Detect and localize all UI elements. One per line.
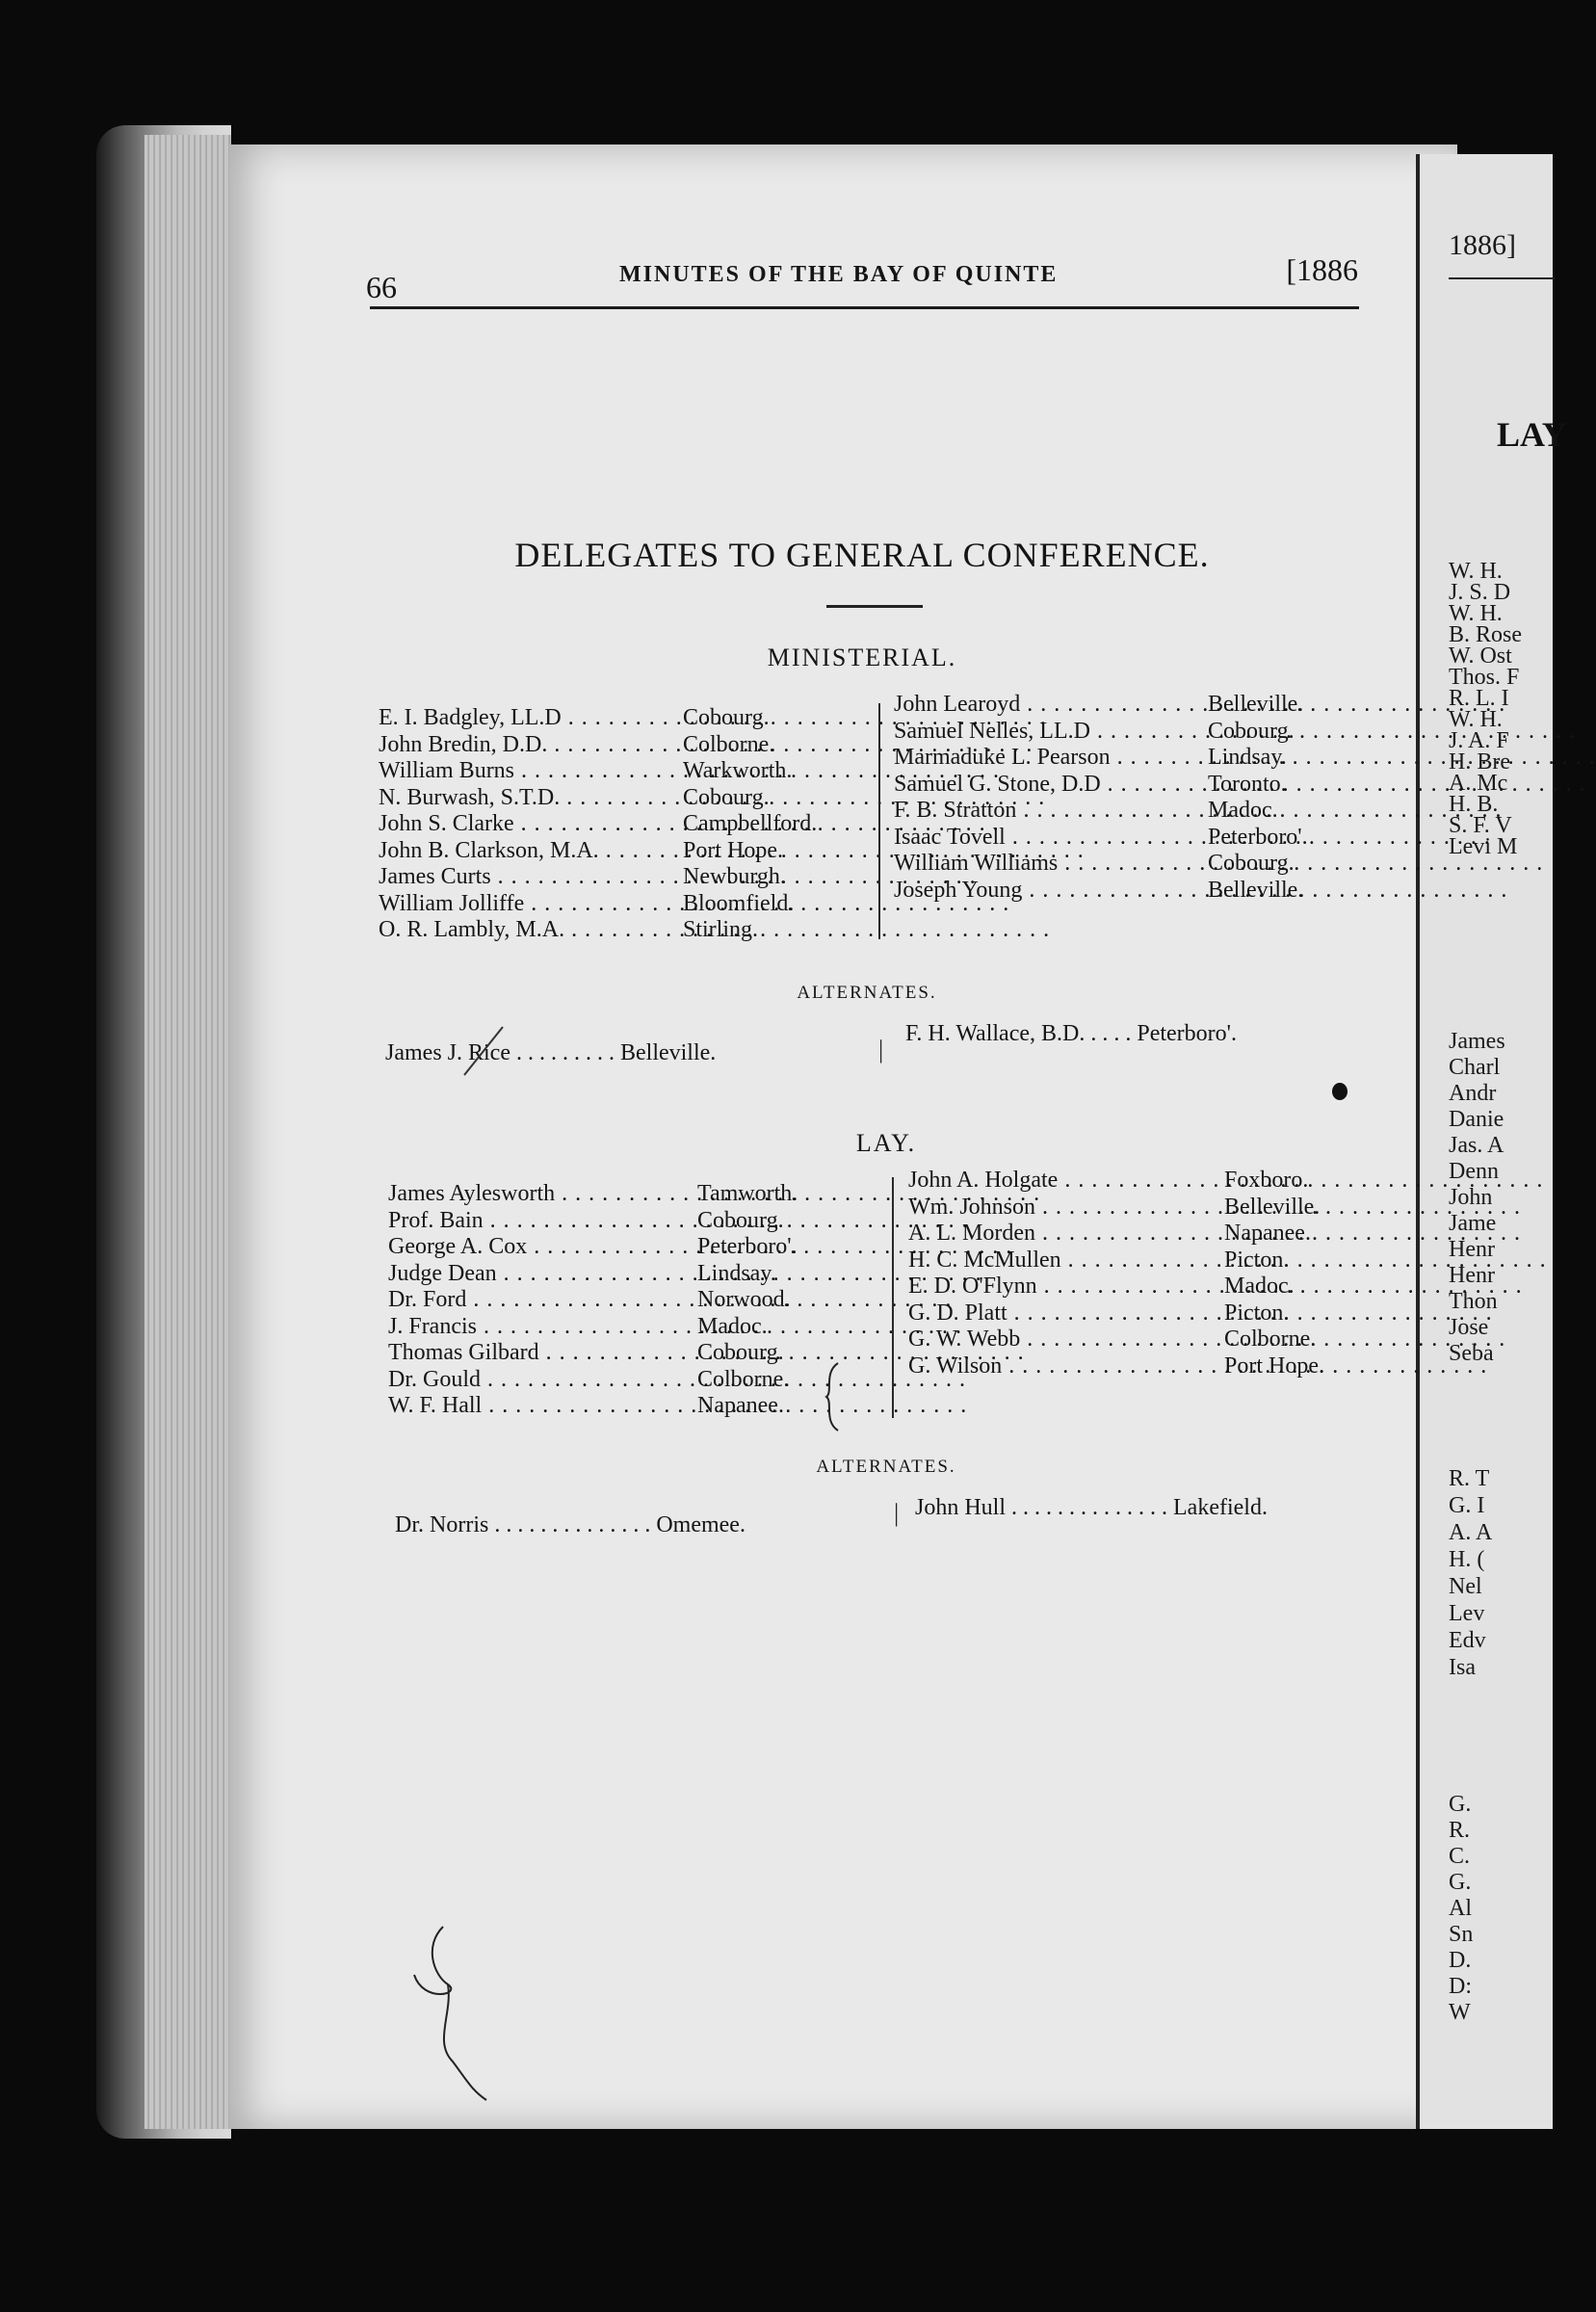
page-number: 66 xyxy=(366,270,397,304)
alternate-name: F. H. Wallace, B.D. xyxy=(905,1021,1086,1046)
lay-alternate-right: John Hull . . . . . . . . . . . . . . Lakefield. xyxy=(915,1495,1268,1520)
delegate-row xyxy=(894,798,1347,825)
delegate-name: John S. Clarke . . . xyxy=(379,811,677,838)
delegate-row xyxy=(894,851,1347,878)
delegate-row xyxy=(388,1367,841,1394)
alternate-place: Belleville. xyxy=(619,1040,717,1065)
delegate-place: Cobourg. xyxy=(683,784,770,810)
facing-page-fragment: A. A xyxy=(1449,1520,1493,1545)
title-rule xyxy=(826,605,923,608)
facing-page-fragment: Denn xyxy=(1449,1159,1499,1184)
facing-page-fragment: Danie xyxy=(1449,1107,1504,1132)
delegate-row xyxy=(388,1314,841,1341)
facing-page-fragment: H. ( xyxy=(1449,1547,1485,1572)
facing-page-fragment: J. A. F xyxy=(1449,728,1509,753)
delegate-place: Peterboro'. xyxy=(1208,824,1308,850)
facing-page-fragment: S. F. V xyxy=(1449,813,1512,838)
delegate-row xyxy=(379,838,831,865)
delegate-place: Cobourg. xyxy=(697,1340,784,1365)
delegate-row xyxy=(379,891,831,918)
page-edges xyxy=(144,135,231,2129)
facing-page-fragment: Andr xyxy=(1449,1081,1497,1106)
delegate-place: Newburgh. xyxy=(683,864,786,889)
ministerial-alternate-right: F. H. Wallace, B.D. . . . . Peterboro'. xyxy=(905,1021,1237,1046)
ministerial-right-list xyxy=(894,692,1347,904)
facing-page-fragment: Levi M xyxy=(1449,834,1518,859)
delegate-row xyxy=(894,692,1347,719)
facing-page-fragment: B. Rose xyxy=(1449,622,1523,647)
delegate-row xyxy=(908,1221,1361,1248)
delegate-name: James Aylesworth . . . xyxy=(388,1181,692,1208)
delegate-name: A. L. Morden . . . xyxy=(908,1221,1218,1248)
lay-column-divider xyxy=(892,1177,894,1418)
lay-left-list xyxy=(388,1181,841,1420)
facing-page-fragment: G. xyxy=(1449,1870,1472,1895)
delegate-row xyxy=(388,1208,841,1235)
facing-page-fragment: Edv xyxy=(1449,1628,1486,1653)
lay-heading: LAY. xyxy=(855,1129,917,1157)
page-header xyxy=(366,252,1358,310)
delegate-name: H. C. McMullen . . . xyxy=(908,1248,1218,1274)
delegate-row xyxy=(379,864,831,891)
facing-page-fragment: Thos. F xyxy=(1449,665,1520,690)
delegate-place: Lindsay. xyxy=(697,1260,776,1286)
delegate-place: Foxboro. xyxy=(1224,1168,1309,1193)
delegate-place: Tamworth. xyxy=(697,1181,798,1206)
delegate-place: Cobourg. xyxy=(1208,718,1295,744)
pencil-mark xyxy=(395,1917,501,2110)
ink-blot xyxy=(1332,1083,1347,1100)
delegate-name: William Burns . . . xyxy=(379,758,677,785)
header-year: [1886 xyxy=(1286,252,1358,287)
facing-page-fragment: Henr xyxy=(1449,1237,1495,1262)
facing-page xyxy=(1416,154,1567,2129)
brace-mark xyxy=(819,1358,848,1435)
lay-right-list xyxy=(908,1168,1361,1379)
delegate-name: Dr. Gould . . . xyxy=(388,1367,692,1394)
delegate-row xyxy=(894,745,1347,772)
facing-page-fragment: Isa xyxy=(1449,1655,1476,1680)
alternate-separator: | xyxy=(878,1036,884,1064)
delegate-row xyxy=(894,719,1347,746)
delegate-place: Belleville. xyxy=(1224,1194,1321,1220)
lay-alternate-left: Dr. Norris . . . . . . . . . . . . . . Omemee. xyxy=(395,1512,746,1537)
facing-page-fragment: R. T xyxy=(1449,1466,1490,1491)
delegate-place: Stirling. xyxy=(683,917,759,942)
alternate-place: Lakefield. xyxy=(1173,1495,1268,1520)
delegate-name: James Curts . . . xyxy=(379,864,677,891)
delegate-row xyxy=(379,732,831,759)
facing-page-fragment: W. H. xyxy=(1449,559,1503,584)
facing-page-fragment: Jose xyxy=(1449,1315,1489,1340)
delegate-name: F. B. Stratton . . . xyxy=(894,798,1202,825)
delegate-row xyxy=(388,1261,841,1288)
delegate-name: E. I. Badgley, LL.D . . . xyxy=(379,705,677,732)
facing-page-heading: LAY xyxy=(1497,415,1567,454)
facing-page-fragment: Charl xyxy=(1449,1055,1501,1080)
delegate-place: Cobourg. xyxy=(1208,851,1295,876)
delegate-row xyxy=(908,1248,1361,1274)
facing-page-fragment: H. Bre xyxy=(1449,749,1510,775)
delegate-row xyxy=(894,878,1347,905)
delegate-place: Port Hope. xyxy=(1224,1353,1324,1379)
facing-page-fragment: J. S. D xyxy=(1449,580,1511,605)
delegate-row xyxy=(908,1195,1361,1222)
page-title: DELEGATES TO GENERAL CONFERENCE. xyxy=(514,536,1210,574)
delegate-place: Picton. xyxy=(1224,1300,1290,1326)
delegate-name: Marmaduke L. Pearson . . . xyxy=(894,745,1202,772)
delegate-name: William Williams . . . xyxy=(894,851,1202,878)
delegate-name: Dr. Ford . . . xyxy=(388,1287,692,1314)
delegate-row xyxy=(894,772,1347,799)
delegate-place: Madoc. xyxy=(1224,1274,1295,1299)
delegate-name: Isaac Tovell . . . xyxy=(894,825,1202,852)
delegate-row xyxy=(908,1353,1361,1380)
delegate-name: Samuel G. Stone, D.D . . . xyxy=(894,772,1202,799)
lay-alternates-heading: ALTERNATES. xyxy=(816,1457,956,1477)
delegate-name: N. Burwash, S.T.D. . . . xyxy=(379,785,677,812)
facing-page-fragment: A. Mc xyxy=(1449,771,1508,796)
alternate-separator: | xyxy=(894,1499,900,1527)
delegate-row xyxy=(388,1181,841,1208)
delegate-place: Campbellford. xyxy=(683,811,818,836)
delegate-row xyxy=(379,758,831,785)
delegate-row xyxy=(388,1234,841,1261)
delegate-row xyxy=(379,811,831,838)
delegate-place: Napanee. xyxy=(1224,1221,1311,1246)
facing-page-fragment: W. H. xyxy=(1449,601,1503,626)
delegate-row xyxy=(388,1287,841,1314)
facing-page-fragment: Nel xyxy=(1449,1574,1482,1599)
facing-page-fragment: Henr xyxy=(1449,1263,1495,1288)
delegate-place: Colborne. xyxy=(1224,1327,1317,1352)
delegate-place: Colborne. xyxy=(683,731,775,757)
delegate-place: Madoc. xyxy=(697,1313,768,1339)
header-rule xyxy=(370,306,1359,309)
delegate-name: Samuel Nelles, LL.D . . . xyxy=(894,719,1202,746)
delegate-name: O. R. Lambly, M.A. . . . xyxy=(379,917,677,944)
facing-page-rule xyxy=(1449,277,1555,279)
facing-page-fragment: Lev xyxy=(1449,1601,1485,1626)
delegate-place: Toronto. xyxy=(1208,771,1287,797)
delegate-place: Colborne. xyxy=(697,1366,790,1392)
delegate-place: Peterboro'. xyxy=(697,1234,798,1259)
facing-page-fragment: Seba xyxy=(1449,1341,1494,1366)
delegate-name: Wm. Johnson . . . xyxy=(908,1195,1218,1222)
delegate-name: John A. Holgate . . . xyxy=(908,1168,1218,1195)
delegate-place: Warkworth. xyxy=(683,758,793,783)
delegate-row xyxy=(908,1274,1361,1300)
ministerial-left-list xyxy=(379,705,831,944)
delegate-name: John Bredin, D.D. . . . xyxy=(379,732,677,759)
delegate-place: Lindsay. xyxy=(1208,745,1287,770)
delegate-place: Picton. xyxy=(1224,1247,1290,1273)
delegate-name: G. W. Webb . . . xyxy=(908,1327,1218,1353)
alternate-name: James J. Rice xyxy=(385,1040,510,1065)
facing-page-fragment: Thon xyxy=(1449,1289,1498,1314)
delegate-row xyxy=(379,705,831,732)
facing-page-fragment: D. xyxy=(1449,1948,1472,1973)
facing-page-fragment: Jame xyxy=(1449,1211,1497,1236)
delegate-place: Belleville. xyxy=(1208,692,1304,717)
facing-page-fragment: James xyxy=(1449,1029,1505,1054)
delegate-name: Thomas Gilbard . . . xyxy=(388,1340,692,1367)
delegate-place: Cobourg. xyxy=(697,1207,784,1233)
delegate-place: Belleville. xyxy=(1208,877,1304,903)
facing-page-fragment: R. L. I xyxy=(1449,686,1509,711)
delegate-name: William Jolliffe . . . xyxy=(379,891,677,918)
alternate-place: Omemee. xyxy=(656,1512,746,1537)
delegate-row xyxy=(379,917,831,944)
facing-page-fragment: W. H. xyxy=(1449,707,1503,732)
facing-page-fragment: Al xyxy=(1449,1896,1472,1921)
ministerial-heading: MINISTERIAL. xyxy=(767,644,957,671)
delegate-name: W. F. Hall . . . xyxy=(388,1393,692,1420)
facing-page-year: 1886] xyxy=(1449,229,1516,261)
delegate-row xyxy=(908,1168,1361,1195)
delegate-name: John Learoyd . . . xyxy=(894,692,1202,719)
delegate-place: Norwood. xyxy=(697,1287,791,1312)
facing-page-fragment: H. B. xyxy=(1449,792,1499,817)
delegate-name: Joseph Young . . . xyxy=(894,878,1202,905)
delegate-name: G. D. Platt . . . xyxy=(908,1300,1218,1327)
delegate-place: Cobourg. xyxy=(683,705,770,730)
ministerial-alternates-heading: ALTERNATES. xyxy=(797,983,937,1003)
delegate-row xyxy=(908,1327,1361,1353)
facing-page-fragment: Sn xyxy=(1449,1922,1474,1947)
delegate-name: George A. Cox . . . xyxy=(388,1234,692,1261)
delegate-name: G. Wilson . . . xyxy=(908,1353,1218,1380)
facing-page-fragment: G. I xyxy=(1449,1493,1485,1518)
delegate-name: E. D. O'Flynn . . . xyxy=(908,1274,1218,1300)
facing-page-fragment: W. Ost xyxy=(1449,644,1512,669)
facing-page-fragment: W xyxy=(1449,2000,1471,2025)
delegate-row xyxy=(388,1393,841,1420)
delegate-place: Madoc. xyxy=(1208,798,1278,823)
facing-page-fragment: R. xyxy=(1449,1818,1471,1843)
pencil-stroke xyxy=(460,1021,509,1079)
delegate-name: Judge Dean . . . xyxy=(388,1261,692,1288)
delegate-place: Napanee. xyxy=(697,1393,784,1418)
delegate-row xyxy=(908,1300,1361,1327)
facing-page-fragment: D: xyxy=(1449,1974,1472,1999)
delegate-row xyxy=(894,825,1347,852)
delegate-name: John B. Clarkson, M.A. . . . xyxy=(379,838,677,865)
delegate-name: J. Francis . . . xyxy=(388,1314,692,1341)
alternate-place: Peterboro'. xyxy=(1137,1021,1237,1046)
delegate-name: Prof. Bain . . . xyxy=(388,1208,692,1235)
delegate-place: Bloomfield. xyxy=(683,890,795,916)
facing-page-fragment: John xyxy=(1449,1185,1493,1210)
delegate-row xyxy=(388,1340,841,1367)
facing-page-fragment: C. xyxy=(1449,1844,1471,1869)
alternate-name: John Hull xyxy=(915,1495,1007,1520)
running-title: MINUTES OF THE BAY OF QUINTE xyxy=(619,262,1059,287)
delegate-row xyxy=(379,785,831,812)
facing-page-fragment: G. xyxy=(1449,1792,1472,1817)
ministerial-alternate-left: James J. Rice . . . . . . . . . Belleville. xyxy=(385,1040,717,1065)
alternate-name: Dr. Norris xyxy=(395,1512,489,1537)
facing-page-fragment: Jas. A xyxy=(1449,1133,1504,1158)
ministerial-column-divider xyxy=(878,703,880,939)
delegate-place: Port Hope. xyxy=(683,837,783,863)
